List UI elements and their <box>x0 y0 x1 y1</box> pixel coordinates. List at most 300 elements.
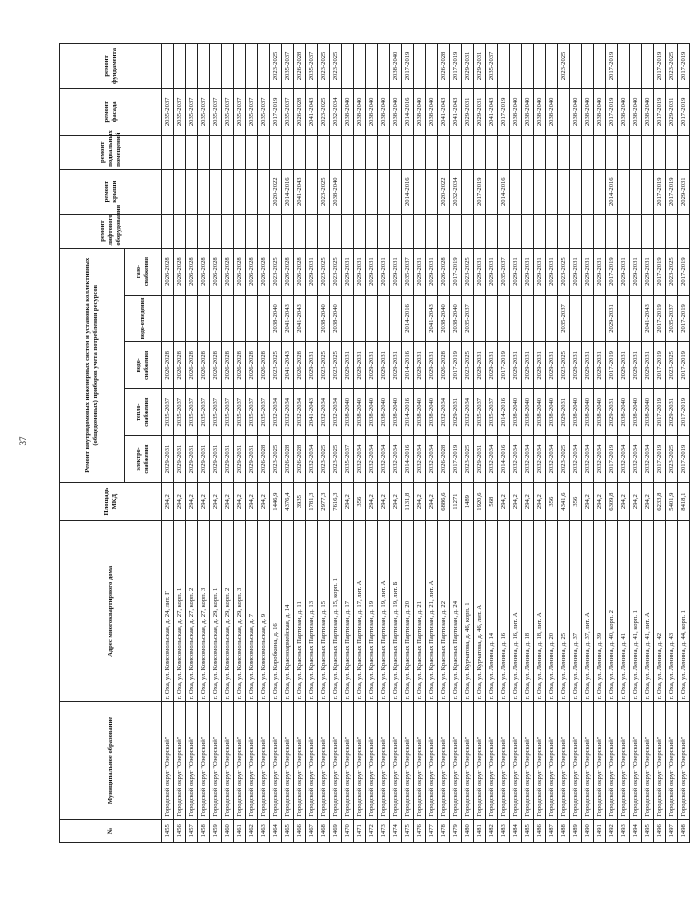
row-number: 1489 <box>570 819 582 842</box>
basement-cell <box>426 135 438 169</box>
foundation-cell <box>582 44 594 89</box>
water-cell: 2029-2031 <box>618 342 630 389</box>
row-number: 1463 <box>258 819 270 842</box>
electro-cell: 2032-2034 <box>486 436 498 483</box>
heat-cell: 2038-2040 <box>546 389 558 436</box>
gas-cell: 2029-2031 <box>366 248 378 295</box>
area-cell: 294,2 <box>186 482 198 520</box>
area-cell: 1489 <box>462 482 474 520</box>
municipality-cell: Городской округ "Озерский" <box>414 702 426 819</box>
drain-cell: 2035-2037 <box>666 295 678 342</box>
water-cell: 2029-2031 <box>426 342 438 389</box>
address-cell: г. Оха, ул. Комсомольская, д. 24, лит. Г <box>162 521 174 702</box>
facade-cell <box>558 88 570 135</box>
municipality-cell: Городской округ "Озерский" <box>570 702 582 819</box>
electro-cell: 2032-2034 <box>594 436 606 483</box>
basement-cell <box>258 135 270 169</box>
header-basement: ремонт подвальных помещений <box>60 135 162 169</box>
table-row <box>594 44 606 843</box>
table-row <box>642 44 654 843</box>
heat-cell: 2029-2031 <box>450 389 462 436</box>
facade-cell: 2035-2037 <box>258 88 270 135</box>
table-row <box>162 44 174 843</box>
row-number: 1466 <box>294 819 306 842</box>
drain-cell <box>174 295 186 342</box>
row-number: 1456 <box>174 819 186 842</box>
address-cell: г. Оха, ул. Ленина, д. 37, лит. А <box>582 521 594 702</box>
foundation-cell: 2023-2025 <box>558 44 570 89</box>
address-cell: г. Оха, ул. Ленина, д. 14 <box>486 521 498 702</box>
gas-cell: 2029-2031 <box>546 248 558 295</box>
area-cell: 1920,6 <box>474 482 486 520</box>
basement-cell <box>582 135 594 169</box>
electro-cell: 2032-2034 <box>378 436 390 483</box>
gas-cell: 2026-2028 <box>222 248 234 295</box>
row-number: 1473 <box>378 819 390 842</box>
elevator-cell <box>570 214 582 248</box>
heat-cell: 2032-2034 <box>270 389 282 436</box>
municipality-cell: Городской округ "Озерский" <box>258 702 270 819</box>
gas-cell: 2026-2028 <box>246 248 258 295</box>
area-cell: 294,2 <box>618 482 630 520</box>
electro-cell: 2026-2028 <box>294 436 306 483</box>
heat-cell: 2017-2019 <box>654 389 666 436</box>
roof-cell <box>306 169 318 214</box>
row-number: 1493 <box>618 819 630 842</box>
heat-cell: 2035-2037 <box>210 389 222 436</box>
elevator-cell <box>666 214 678 248</box>
drain-cell: 2029-2031 <box>606 295 618 342</box>
row-number: 1486 <box>534 819 546 842</box>
basement-cell <box>210 135 222 169</box>
basement-cell <box>642 135 654 169</box>
municipality-cell: Городской округ "Озерский" <box>318 702 330 819</box>
basement-cell <box>342 135 354 169</box>
water-cell: 2017-2019 <box>606 342 618 389</box>
water-cell: 2026-2028 <box>222 342 234 389</box>
facade-cell: 2038-2040 <box>366 88 378 135</box>
basement-cell <box>666 135 678 169</box>
municipality-cell: Городской округ "Озерский" <box>234 702 246 819</box>
elevator-cell <box>342 214 354 248</box>
gas-cell: 2029-2031 <box>342 248 354 295</box>
basement-cell <box>594 135 606 169</box>
drain-cell: 2038-2040 <box>450 295 462 342</box>
facade-cell: 2035-2037 <box>174 88 186 135</box>
address-cell: г. Оха, ул. Красных Партизан, д. 17, лит. А <box>354 521 366 702</box>
heat-cell: 2035-2037 <box>174 389 186 436</box>
address-cell: г. Оха, ул. Комсомольская, д. 27, корп. 1 <box>174 521 186 702</box>
table-row <box>606 44 618 843</box>
area-cell: 7616,3 <box>330 482 342 520</box>
gas-cell: 2029-2031 <box>582 248 594 295</box>
municipality-cell: Городской округ "Озерский" <box>558 702 570 819</box>
row-number: 1495 <box>642 819 654 842</box>
elevator-cell <box>450 214 462 248</box>
water-cell: 2026-2028 <box>438 342 450 389</box>
foundation-cell: 2017-2019 <box>450 44 462 89</box>
electro-cell: 2029-2031 <box>198 436 210 483</box>
elevator-cell <box>330 214 342 248</box>
elevator-cell <box>162 214 174 248</box>
foundation-cell <box>198 44 210 89</box>
electro-cell: 2017-2019 <box>654 436 666 483</box>
electro-cell: 2023-2025 <box>462 436 474 483</box>
water-cell: 2017-2019 <box>450 342 462 389</box>
facade-cell: 2038-2040 <box>618 88 630 135</box>
heat-cell: 2038-2040 <box>618 389 630 436</box>
gas-cell: 2017-2019 <box>678 248 690 295</box>
repair-schedule-table <box>59 43 690 843</box>
gas-cell: 2029-2031 <box>414 248 426 295</box>
table-row <box>246 44 258 843</box>
drain-cell <box>366 295 378 342</box>
water-cell: 2029-2031 <box>354 342 366 389</box>
area-cell: 294,2 <box>210 482 222 520</box>
gas-cell: 2023-2025 <box>330 248 342 295</box>
electro-cell: 2032-2034 <box>306 436 318 483</box>
electro-cell: 2032-2034 <box>510 436 522 483</box>
electro-cell: 2032-2034 <box>414 436 426 483</box>
facade-cell: 2035-2037 <box>222 88 234 135</box>
roof-cell <box>342 169 354 214</box>
table-row <box>450 44 462 843</box>
electro-cell: 2014-2016 <box>498 436 510 483</box>
basement-cell <box>414 135 426 169</box>
table-row <box>210 44 222 843</box>
roof-cell: 2038-2040 <box>330 169 342 214</box>
foundation-cell: 2035-2037 <box>282 44 294 89</box>
area-cell: 294,2 <box>642 482 654 520</box>
drain-cell <box>378 295 390 342</box>
foundation-cell: 2029-2031 <box>474 44 486 89</box>
elevator-cell <box>606 214 618 248</box>
table-row <box>474 44 486 843</box>
electro-cell: 2014-2016 <box>402 436 414 483</box>
basement-cell <box>498 135 510 169</box>
foundation-cell <box>186 44 198 89</box>
roof-cell: 2041-2043 <box>294 169 306 214</box>
facade-cell: 2038-2040 <box>534 88 546 135</box>
municipality-cell: Городской округ "Озерский" <box>606 702 618 819</box>
gas-cell: 2026-2028 <box>174 248 186 295</box>
address-cell: г. Оха, ул. Ленина, д. 16, лит. А <box>510 521 522 702</box>
foundation-cell <box>162 44 174 89</box>
area-cell: 1781,3 <box>306 482 318 520</box>
heat-cell: 2038-2040 <box>522 389 534 436</box>
row-number: 1479 <box>450 819 462 842</box>
roof-cell <box>390 169 402 214</box>
facade-cell: 2035-2037 <box>210 88 222 135</box>
table-row <box>330 44 342 843</box>
area-cell: 294,2 <box>594 482 606 520</box>
table-row <box>258 44 270 843</box>
area-cell: 356 <box>354 482 366 520</box>
header-elevator: ремонт лифтового оборудования <box>60 214 162 248</box>
foundation-cell <box>222 44 234 89</box>
electro-cell: 2032-2034 <box>354 436 366 483</box>
row-number: 1492 <box>606 819 618 842</box>
elevator-cell <box>522 214 534 248</box>
address-cell: г. Оха, ул. Ленина, д. 18 <box>522 521 534 702</box>
facade-cell: 2038-2040 <box>378 88 390 135</box>
elevator-cell <box>258 214 270 248</box>
electro-cell: 2032-2034 <box>546 436 558 483</box>
roof-cell <box>582 169 594 214</box>
header-address: Адрес многоквартирного дома <box>60 521 162 702</box>
table-row <box>630 44 642 843</box>
heat-cell: 2032-2034 <box>462 389 474 436</box>
elevator-cell <box>402 214 414 248</box>
gas-cell: 2029-2031 <box>354 248 366 295</box>
municipality-cell: Городской округ "Озерский" <box>666 702 678 819</box>
gas-cell: 2029-2031 <box>522 248 534 295</box>
foundation-cell: 2026-2028 <box>438 44 450 89</box>
water-cell: 2029-2031 <box>534 342 546 389</box>
address-cell: г. Оха, ул. Красных Партизан, д. 19, лит. А <box>378 521 390 702</box>
basement-cell <box>354 135 366 169</box>
roof-cell <box>618 169 630 214</box>
gas-cell: 2023-2025 <box>462 248 474 295</box>
row-number: 1490 <box>582 819 594 842</box>
municipality-cell: Городской округ "Озерский" <box>174 702 186 819</box>
heat-cell: 2038-2040 <box>342 389 354 436</box>
roof-cell: 2017-2019 <box>666 169 678 214</box>
facade-cell: 2041-2043 <box>438 88 450 135</box>
row-number: 1485 <box>522 819 534 842</box>
gas-cell: 2017-2019 <box>450 248 462 295</box>
water-cell: 2029-2031 <box>486 342 498 389</box>
facade-cell: 2038-2040 <box>342 88 354 135</box>
drain-cell <box>210 295 222 342</box>
elevator-cell <box>234 214 246 248</box>
row-number: 1459 <box>210 819 222 842</box>
electro-cell: 2017-2019 <box>606 436 618 483</box>
area-cell: 294,2 <box>414 482 426 520</box>
municipality-cell: Городской округ "Озерский" <box>654 702 666 819</box>
foundation-cell <box>642 44 654 89</box>
address-cell: г. Оха, ул. Ленина, д. 18, лит. А <box>534 521 546 702</box>
elevator-cell <box>546 214 558 248</box>
address-cell: г. Оха, ул. Комсомольская, д. 27, корп. 2 <box>186 521 198 702</box>
basement-cell <box>378 135 390 169</box>
municipality-cell: Городской округ "Озерский" <box>222 702 234 819</box>
address-cell: г. Оха, ул. Красных Партизан, д. 22 <box>438 521 450 702</box>
roof-cell <box>366 169 378 214</box>
row-number: 1469 <box>330 819 342 842</box>
heat-cell: 2035-2037 <box>486 389 498 436</box>
address-cell: г. Оха, ул. Ленина, д. 25 <box>558 521 570 702</box>
electro-cell: 2032-2034 <box>570 436 582 483</box>
municipality-cell: Городской округ "Озерский" <box>438 702 450 819</box>
heat-cell: 2038-2040 <box>510 389 522 436</box>
heat-cell: 2038-2040 <box>378 389 390 436</box>
electro-cell: 2032-2034 <box>618 436 630 483</box>
foundation-cell: 2035-2037 <box>306 44 318 89</box>
water-cell: 2026-2028 <box>162 342 174 389</box>
roof-cell: 2032-2034 <box>450 169 462 214</box>
roof-cell <box>426 169 438 214</box>
facade-cell: 2038-2040 <box>522 88 534 135</box>
roof-cell <box>234 169 246 214</box>
electro-cell: 2032-2034 <box>642 436 654 483</box>
foundation-cell <box>342 44 354 89</box>
facade-cell: 2038-2040 <box>390 88 402 135</box>
row-number: 1487 <box>546 819 558 842</box>
foundation-cell: 2017-2019 <box>654 44 666 89</box>
heat-cell: 2038-2040 <box>582 389 594 436</box>
roof-cell: 2014-2016 <box>282 169 294 214</box>
heat-cell: 2038-2040 <box>570 389 582 436</box>
foundation-cell <box>378 44 390 89</box>
gas-cell: 2017-2019 <box>654 248 666 295</box>
table-row <box>558 44 570 843</box>
area-cell: 294,2 <box>222 482 234 520</box>
drain-cell: 2041-2043 <box>426 295 438 342</box>
elevator-cell <box>246 214 258 248</box>
municipality-cell: Городской округ "Озерский" <box>294 702 306 819</box>
municipality-cell: Городской округ "Озерский" <box>162 702 174 819</box>
foundation-cell: 2029-2031 <box>462 44 474 89</box>
gas-cell: 2029-2031 <box>474 248 486 295</box>
facade-cell: 2041-2043 <box>450 88 462 135</box>
drain-cell: 2038-2040 <box>330 295 342 342</box>
row-number: 1461 <box>234 819 246 842</box>
electro-cell: 2032-2034 <box>522 436 534 483</box>
heat-cell: 2029-2031 <box>606 389 618 436</box>
heat-cell: 2017-2019 <box>678 389 690 436</box>
area-cell: 294,2 <box>162 482 174 520</box>
roof-cell <box>630 169 642 214</box>
address-cell: г. Оха, ул. Курчатова, д. 46, лит. А <box>474 521 486 702</box>
electro-cell: 2029-2031 <box>162 436 174 483</box>
header-drain: водо-отведения <box>125 295 162 342</box>
drain-cell: 2017-2019 <box>654 295 666 342</box>
elevator-cell <box>498 214 510 248</box>
address-cell: г. Оха, ул. Комсомольская, д. 29, корп. 1 <box>210 521 222 702</box>
facade-cell: 2041-2043 <box>306 88 318 135</box>
water-cell: 2017-2019 <box>654 342 666 389</box>
heat-cell: 2032-2034 <box>330 389 342 436</box>
table-row <box>654 44 666 843</box>
municipality-cell: Городской округ "Озерский" <box>510 702 522 819</box>
address-cell: г. Оха, ул. Ленина, д. 37 <box>570 521 582 702</box>
area-cell: 4341,6 <box>558 482 570 520</box>
electro-cell: 2029-2031 <box>222 436 234 483</box>
heat-cell: 2014-2016 <box>498 389 510 436</box>
elevator-cell <box>378 214 390 248</box>
basement-cell <box>630 135 642 169</box>
elevator-cell <box>390 214 402 248</box>
electro-cell: 2029-2031 <box>210 436 222 483</box>
elevator-cell <box>222 214 234 248</box>
address-cell: г. Оха, ул. Ленина, д. 41, корп. 1 <box>630 521 642 702</box>
gas-cell: 2026-2028 <box>438 248 450 295</box>
basement-cell <box>246 135 258 169</box>
facade-cell: 2026-2028 <box>294 88 306 135</box>
elevator-cell <box>630 214 642 248</box>
table-row <box>582 44 594 843</box>
basement-cell <box>270 135 282 169</box>
basement-cell <box>282 135 294 169</box>
electro-cell: 2032-2034 <box>582 436 594 483</box>
address-cell: г. Оха, ул. Ленина, д. 20 <box>546 521 558 702</box>
basement-cell <box>486 135 498 169</box>
header-municipality: Муниципальное образование <box>60 702 162 819</box>
header-heat: тепло-снабжения <box>125 389 162 436</box>
row-number: 1482 <box>486 819 498 842</box>
municipality-cell: Городской округ "Озерский" <box>462 702 474 819</box>
heat-cell: 2038-2040 <box>534 389 546 436</box>
foundation-cell <box>510 44 522 89</box>
foundation-cell: 2023-2025 <box>318 44 330 89</box>
electro-cell: 2023-2025 <box>330 436 342 483</box>
row-number: 1488 <box>558 819 570 842</box>
gas-cell: 2029-2031 <box>306 248 318 295</box>
drain-cell <box>414 295 426 342</box>
row-number: 1464 <box>270 819 282 842</box>
drain-cell <box>486 295 498 342</box>
electro-cell: 2029-2031 <box>234 436 246 483</box>
basement-cell <box>222 135 234 169</box>
drain-cell <box>594 295 606 342</box>
elevator-cell <box>174 214 186 248</box>
facade-cell: 2038-2040 <box>414 88 426 135</box>
heat-cell: 2041-2043 <box>306 389 318 436</box>
header-repair-group: Ремонт внутридомовых инженерных систем и установка коллективных (общедомовых) приборов учета потребления ресурсов <box>60 248 125 482</box>
electro-cell: 2029-2031 <box>474 436 486 483</box>
area-cell: 294,2 <box>534 482 546 520</box>
table-row <box>306 44 318 843</box>
row-number: 1462 <box>246 819 258 842</box>
area-cell: 2977,3 <box>318 482 330 520</box>
water-cell: 2023-2025 <box>330 342 342 389</box>
elevator-cell <box>282 214 294 248</box>
gas-cell: 2026-2028 <box>282 248 294 295</box>
table-row <box>402 44 414 843</box>
area-cell: 294,2 <box>498 482 510 520</box>
heat-cell: 2035-2037 <box>258 389 270 436</box>
water-cell: 2041-2043 <box>282 342 294 389</box>
water-cell: 2029-2031 <box>582 342 594 389</box>
facade-cell: 2035-2037 <box>246 88 258 135</box>
drain-cell: 2014-2016 <box>402 295 414 342</box>
address-cell: г. Оха, ул. Красных Партизан, д. 19, лит. Б <box>390 521 402 702</box>
header-water: водо-снабжения <box>125 342 162 389</box>
elevator-cell <box>510 214 522 248</box>
area-cell: 356 <box>570 482 582 520</box>
municipality-cell: Городской округ "Озерский" <box>630 702 642 819</box>
elevator-cell <box>582 214 594 248</box>
facade-cell: 2032-2034 <box>330 88 342 135</box>
area-cell: 294,2 <box>234 482 246 520</box>
drain-cell <box>582 295 594 342</box>
roof-cell <box>414 169 426 214</box>
facade-cell: 2038-2040 <box>354 88 366 135</box>
drain-cell: 2038-2040 <box>270 295 282 342</box>
gas-cell: 2029-2031 <box>510 248 522 295</box>
drain-cell <box>342 295 354 342</box>
address-cell: г. Оха, ул. Ленина, д. 41 <box>618 521 630 702</box>
row-number: 1465 <box>282 819 294 842</box>
address-cell: г. Оха, ул. Ленина, д. 39 <box>594 521 606 702</box>
drain-cell <box>186 295 198 342</box>
roof-cell <box>594 169 606 214</box>
header-facade: ремонт фасада <box>60 88 162 135</box>
facade-cell: 2038-2040 <box>510 88 522 135</box>
electro-cell: 2029-2031 <box>174 436 186 483</box>
electro-cell: 2023-2025 <box>270 436 282 483</box>
